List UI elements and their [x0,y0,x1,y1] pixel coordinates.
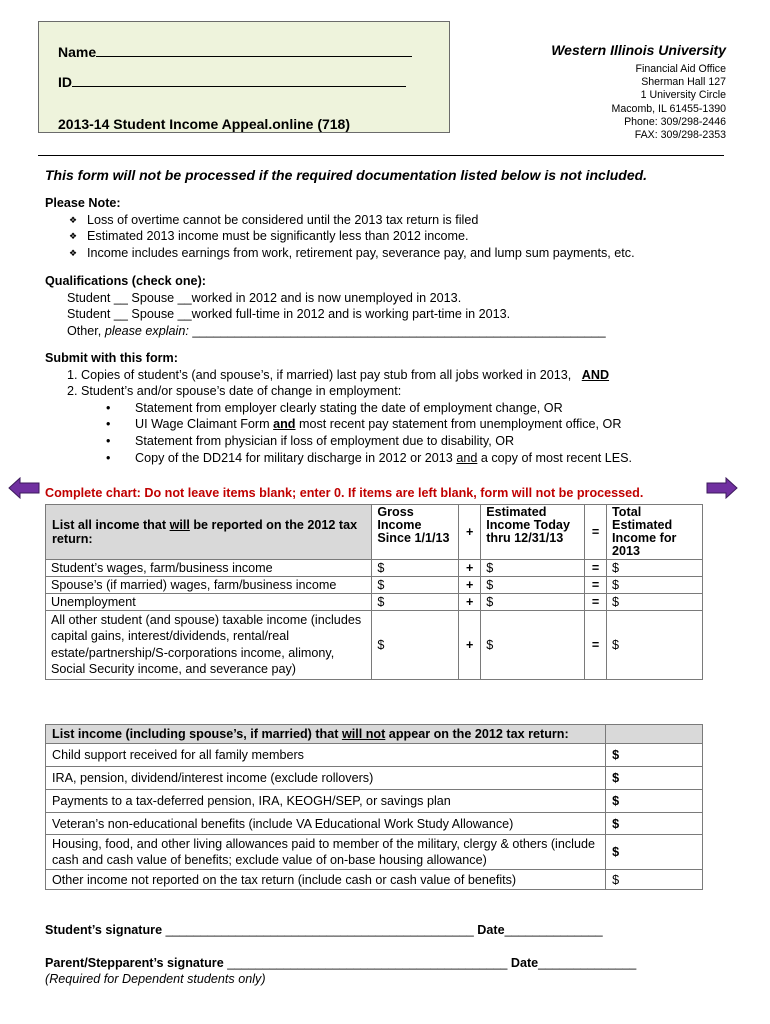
parent-signature-field[interactable]: ________________________________________ [223,956,511,970]
submit-subitem: • Statement from employer clearly stating the date of employment change, OR [106,400,563,415]
total-amount-field[interactable]: $ [607,577,703,594]
submit-subitem: • Copy of the DD214 for military discharge in 2012 or 2013 and a copy of most recent LES. [106,450,633,465]
dependent-note: (Required for Dependent students only) [45,972,266,986]
row-label: All other student (and spouse) taxable income (includes capital gains, interest/dividends, rental/real estate/partnership/S-corporations income, alimony, Social Security income, and severance pay) [46,611,372,680]
divider [38,155,724,156]
note-item: ❖ Loss of overtime cannot be considered until the 2013 tax return is filed [69,212,479,227]
table-header-label: List income (including spouse’s, if married) that will not appear on the 2012 tax return: [46,725,606,744]
row-label: IRA, pension, dividend/interest income (exclude rollovers) [46,767,606,790]
col-equals: = [585,505,607,560]
gross-amount-field[interactable]: $ [372,611,459,680]
row-label: Payments to a tax-deferred pension, IRA, KEOGH/SEP, or savings plan [46,790,606,813]
table-row [46,560,703,577]
table-row [46,594,703,611]
table-header-row [46,505,703,560]
submit-item: 2. Student’s and/or spouse’s date of change in employment: [67,384,402,399]
estimated-amount-field[interactable]: $ [481,611,585,680]
row-label: Spouse’s (if married) wages, farm/business income [46,577,372,594]
row-label: Veteran’s non-educational benefits (include VA Educational Work Study Allowance) [46,813,606,835]
table-row [46,611,703,680]
university-name: Western Illinois University [551,42,726,58]
round-bullet-icon: • [106,400,111,415]
diamond-bullet-icon: ❖ [69,247,78,258]
amount-field[interactable]: $ [606,744,703,767]
parent-date-field[interactable]: ______________ [538,956,637,970]
estimated-amount-field[interactable]: $ [481,594,585,611]
amount-field[interactable]: $ [606,767,703,790]
qualification-option[interactable]: Student __ Spouse __worked full-time in 2012 and is working part-time in 2013. [67,307,511,322]
row-label: Other income not reported on the tax return (include cash or cash value of benefits) [46,870,606,890]
plus-sign: + [459,611,481,680]
row-label: Unemployment [46,594,372,611]
office-line: Phone: 309/298-2446 [624,115,726,128]
round-bullet-icon: • [106,450,111,465]
form-title: 2013-14 Student Income Appeal.online (718) [58,116,351,132]
name-label: Name [58,44,97,60]
office-line: Macomb, IL 61455-1390 [611,102,726,115]
taxable-income-table [45,504,703,680]
plus-sign: + [459,594,481,611]
equals-sign: = [585,594,607,611]
header-box [38,21,450,133]
equals-sign: = [585,611,607,680]
col-total-income: Total Estimated Income for 2013 [607,505,703,560]
table-row [46,744,703,767]
row-label: Student’s wages, farm/business income [46,560,372,577]
total-amount-field[interactable]: $ [607,560,703,577]
parent-signature-label: Parent/Stepparent’s signature [45,956,224,970]
total-amount-field[interactable]: $ [607,594,703,611]
gross-amount-field[interactable]: $ [372,594,459,611]
col-gross-income: Gross Income Since 1/1/13 [372,505,459,560]
gross-amount-field[interactable]: $ [372,577,459,594]
office-line: Sherman Hall 127 [641,76,726,89]
plus-sign: + [459,560,481,577]
amount-field[interactable]: $ [606,813,703,835]
submit-item: 1. Copies of student’s (and spouse’s, if married) last pay stub from all jobs worked in 2013, AND [67,367,610,382]
amount-field[interactable]: $ [606,790,703,813]
name-field[interactable] [96,44,412,57]
submit-subitem: • Statement from physician if loss of employment due to disability, OR [106,433,515,448]
office-line: 1 University Circle [640,89,726,102]
id-line[interactable] [58,74,406,90]
amount-field[interactable]: $ [606,835,703,870]
note-item: ❖ Income includes earnings from work, retirement pay, severance pay, and lump sum payments, etc. [69,245,635,260]
please-note-heading: Please Note: [45,196,121,210]
col-plus: + [459,505,481,560]
date-label: Date [510,956,539,970]
office-line: FAX: 309/298-2353 [634,129,726,142]
table-header-row [46,725,703,744]
row-label: Child support received for all family members [46,744,606,767]
table-row [46,870,703,890]
id-field[interactable] [72,74,406,87]
row-label: Housing, food, and other living allowances paid to member of the military, clergy & others (include cash and cash value of benefits; exclude value of on-base housing allowance) [46,835,606,870]
please-note-section [45,195,635,261]
equals-sign: = [585,577,607,594]
table-row [46,577,703,594]
round-bullet-icon: • [106,417,111,432]
qualification-other[interactable]: Other, please explain: ___________________________________________________________ [67,323,606,338]
note-item: ❖ Estimated 2013 income must be significantly less than 2012 income. [69,229,469,244]
table-row [46,813,703,835]
submit-section [45,350,632,466]
untaxed-income-table [45,724,703,890]
submit-heading: Submit with this form: [45,351,178,365]
student-signature-label: Student’s signature [45,923,163,937]
estimated-amount-field[interactable]: $ [481,577,585,594]
left-arrow-icon [7,477,41,499]
table-row [46,790,703,813]
gross-amount-field[interactable]: $ [372,560,459,577]
equals-sign: = [585,560,607,577]
student-signature-field[interactable]: ____________________________________________ [162,923,478,937]
office-line: Financial Aid Office [635,63,726,75]
qualifications-heading: Qualifications (check one): [45,274,206,288]
student-date-field[interactable]: ______________ [504,923,603,937]
right-arrow-icon [705,477,739,499]
plus-sign: + [459,577,481,594]
qualification-option[interactable]: Student __ Spouse __worked in 2012 and is now unemployed in 2013. [67,290,462,305]
table-header-blank [606,725,703,744]
qualifications-section [45,273,606,339]
id-label: ID [58,74,72,90]
parent-signature-line[interactable] [45,955,636,972]
table-row [46,835,703,870]
submit-subitem: • UI Wage Claimant Form and most recent pay statement from unemployment office, OR [106,417,622,432]
chart-notice: Complete chart: Do not leave items blank; enter 0. If items are left blank, form will not be processed. [45,486,644,500]
processing-warning: This form will not be processed if the required documentation listed below is not included. [45,167,648,183]
diamond-bullet-icon: ❖ [69,231,78,242]
date-label: Date [477,923,505,937]
office-address [551,42,726,142]
student-signature-line[interactable] [45,922,603,939]
table-row [46,767,703,790]
total-amount-field[interactable]: $ [607,611,703,680]
round-bullet-icon: • [106,433,111,448]
estimated-amount-field[interactable]: $ [481,560,585,577]
table-header-label: List all income that will be reported on the 2012 tax return: [46,505,372,560]
diamond-bullet-icon: ❖ [69,214,78,225]
col-estimated-income: Estimated Income Today thru 12/31/13 [481,505,585,560]
amount-field[interactable]: $ [606,870,703,890]
name-line[interactable] [58,44,412,60]
